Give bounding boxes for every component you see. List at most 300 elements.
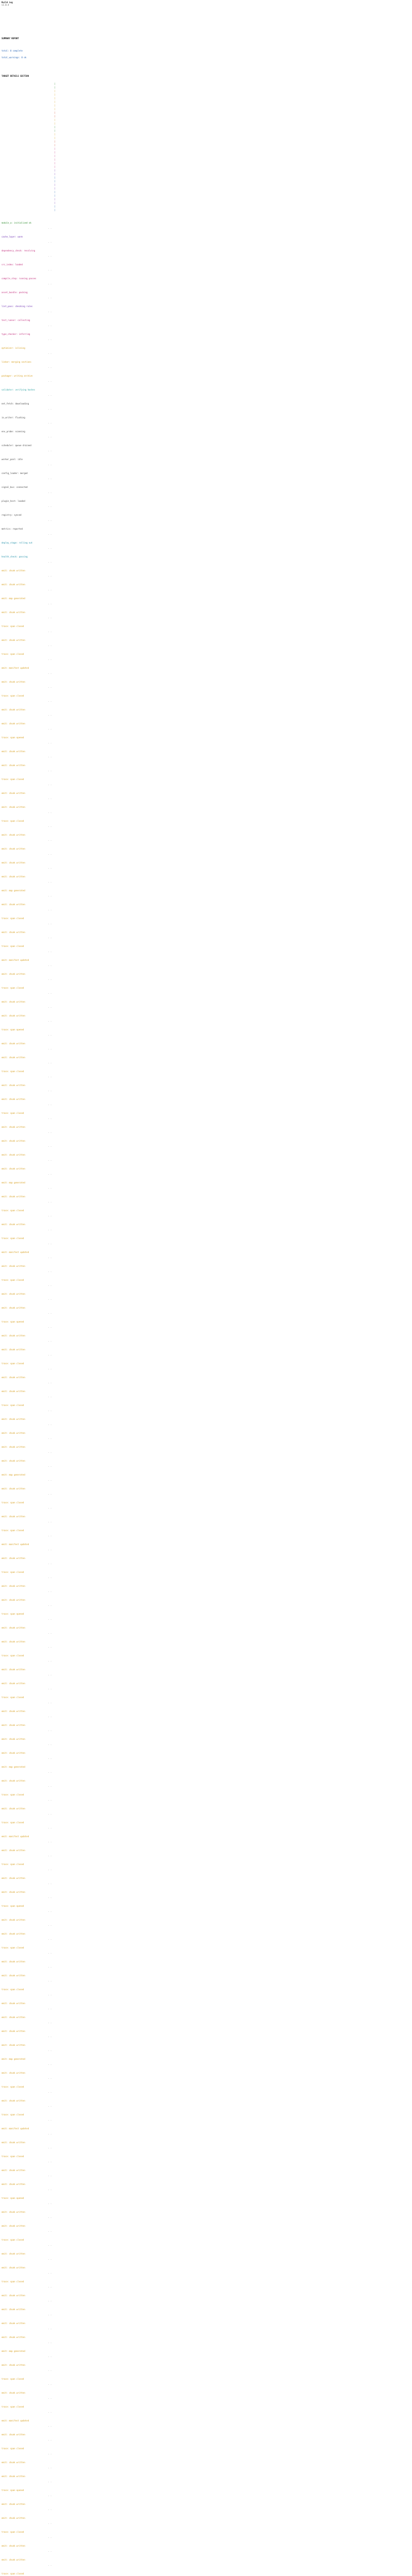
swatch-tick: | xyxy=(54,144,56,146)
log-entry-meta: . . xyxy=(48,2285,52,2288)
log-entry-label: scheduler: queue drained xyxy=(2,444,31,447)
log-entry-label: emit: chunk written xyxy=(2,875,25,878)
swatch-tick: | xyxy=(54,133,56,135)
log-entry-label: trace: span closed xyxy=(2,2239,24,2241)
log-entry-label: emit: chunk written xyxy=(2,1418,25,1420)
log-entry-meta: . . xyxy=(48,1993,52,1996)
log-entry-meta: . . xyxy=(48,630,52,633)
log-entry-meta: . . xyxy=(48,1576,52,1579)
log-entry-label: emit: chunk written xyxy=(2,1724,25,1726)
log-entry-label: net_fetch: downloading xyxy=(2,402,29,405)
log-entry-meta: . . xyxy=(48,1284,52,1286)
log-entry-meta: . . xyxy=(48,992,52,994)
log-entry-meta: . . xyxy=(48,1312,52,1314)
log-entry-meta: . . xyxy=(48,255,52,257)
log-entry-meta: . . xyxy=(48,1340,52,1342)
log-entry-label: emit: chunk written xyxy=(2,2364,25,2366)
swatch-tick: | xyxy=(54,155,56,157)
log-entry-meta: . . xyxy=(48,1868,52,1871)
log-entry-label: test_runner: collecting xyxy=(2,319,30,321)
log-entry-meta: . . xyxy=(48,1701,52,1704)
log-entry-meta: . . xyxy=(48,964,52,967)
swatch-tick: | xyxy=(54,90,56,92)
log-entry-label: trace: span opened xyxy=(2,1028,24,1031)
log-entry-meta: . . xyxy=(48,2119,52,2121)
log-entry-label: emit: chunk written xyxy=(2,2225,25,2227)
log-entry-meta: . . xyxy=(48,1145,52,1147)
log-entry-label: trace: span closed xyxy=(2,2086,24,2088)
log-entry-label: emit: chunk written xyxy=(2,2044,25,2046)
log-entry-meta: . . xyxy=(48,1896,52,1899)
log-entry-meta: . . xyxy=(48,2272,52,2274)
log-entry-label: emit: chunk written xyxy=(2,1877,25,1879)
log-entry-label: trace: span closed xyxy=(2,2113,24,2116)
log-entry-meta: . . xyxy=(48,2383,52,2385)
log-entry-meta: . . xyxy=(48,1409,52,1412)
log-entry-label: emit: chunk written xyxy=(2,792,25,794)
log-entry-meta: . . xyxy=(48,519,52,521)
log-entry-label: dependency_check: resolving xyxy=(2,249,36,252)
log-entry-label: type_checker: inferring xyxy=(2,333,30,335)
log-entry-label: emit: chunk written xyxy=(2,2183,25,2185)
log-entry-label: emit: chunk written xyxy=(2,2030,25,2032)
log-entry-meta: . . xyxy=(48,1771,52,1773)
log-entry-meta: . . xyxy=(48,1228,52,1231)
swatch-tick: | xyxy=(54,82,56,85)
log-entry-meta: . . xyxy=(48,547,52,549)
log-entry-label: config_loader: merged xyxy=(2,472,28,474)
summary-row: total_warnings: 0 ok xyxy=(2,56,27,59)
log-entry-label: emit: chunk written xyxy=(2,1807,25,1810)
log-entry-meta: . . xyxy=(48,769,52,772)
log-entry-meta: . . xyxy=(48,1910,52,1912)
log-entry-meta: . . xyxy=(48,2494,52,2497)
log-entry-meta: . . xyxy=(48,2258,52,2260)
log-entry-label: trace: span closed xyxy=(2,2280,24,2283)
log-entry-meta: . . xyxy=(48,1757,52,1759)
log-entry-meta: . . xyxy=(48,1395,52,1398)
log-entry-label: emit: chunk written xyxy=(2,1640,25,1643)
log-entry-label: emit: chunk written xyxy=(2,2016,25,2019)
swatch-tick: | xyxy=(54,93,56,96)
swatch-tick: | xyxy=(54,118,56,121)
swatch-tick: | xyxy=(54,137,56,139)
log-entry-label: trace: span closed xyxy=(2,2155,24,2158)
log-entry-label: emit: chunk written xyxy=(2,1001,25,1003)
swatch-tick: | xyxy=(54,100,56,103)
log-entry-meta: . . xyxy=(48,922,52,925)
log-entry-meta: . . xyxy=(48,894,52,897)
log-entry-label: trace: span closed xyxy=(2,653,24,655)
log-entry-meta: . . xyxy=(48,602,52,605)
log-entry-label: trace: span closed xyxy=(2,1362,24,1365)
log-entry-label: trace: span closed xyxy=(2,1112,24,1114)
log-entry-label: emit: chunk written xyxy=(2,1487,25,1490)
swatch-tick: | xyxy=(54,187,56,190)
log-entry-meta: . . xyxy=(48,1520,52,1523)
log-entry-label: trace: span closed xyxy=(2,778,24,781)
log-entry-label: emit: chunk written xyxy=(2,1446,25,1448)
log-entry-meta: . . xyxy=(48,1632,52,1634)
log-entry-label: trace: span closed xyxy=(2,1863,24,1866)
log-entry-label: emit: chunk written xyxy=(2,1167,25,1170)
log-entry-meta: . . xyxy=(48,1938,52,1940)
log-entry-meta: . . xyxy=(48,2299,52,2302)
log-entry-label: trace: span closed xyxy=(2,1654,24,1657)
log-entry-meta: . . xyxy=(48,2216,52,2218)
log-entry-meta: . . xyxy=(48,1687,52,1690)
log-entry-label: signal_bus: connected xyxy=(2,486,28,488)
log-entry-label: emit: chunk written xyxy=(2,1599,25,1601)
log-entry-label: packager: writing archive xyxy=(2,375,33,377)
log-entry-meta: . . xyxy=(48,672,52,674)
swatch-tick: | xyxy=(54,209,56,211)
log-entry-label: emit: chunk written xyxy=(2,861,25,864)
log-entry-label: trace: span closed xyxy=(2,1946,24,1949)
log-entry-meta: . . xyxy=(48,950,52,953)
log-entry-label: emit: chunk written xyxy=(2,1195,25,1198)
log-entry-meta: . . xyxy=(48,1854,52,1857)
log-entry-label: emit: chunk written xyxy=(2,903,25,906)
log-entry-label: emit: chunk written xyxy=(2,2169,25,2172)
log-entry-meta: . . xyxy=(48,2077,52,2079)
swatch-tick: | xyxy=(54,183,56,186)
log-entry-meta: . . xyxy=(48,1006,52,1008)
log-entry-meta: . . xyxy=(48,421,52,424)
log-entry-meta: . . xyxy=(48,1840,52,1843)
log-entry-meta: . . xyxy=(48,1020,52,1022)
log-entry-label: emit: chunk written xyxy=(2,1390,25,1393)
log-entry-meta: . . xyxy=(48,1952,52,1954)
doc-subtitle: v1.0.4 xyxy=(2,4,9,6)
log-entry-label: trace: span closed xyxy=(2,1696,24,1699)
log-entry-meta: . . xyxy=(48,435,52,438)
log-entry-meta: . . xyxy=(48,936,52,939)
log-entry-label: emit: chunk written xyxy=(2,806,25,808)
log-entry-meta: . . xyxy=(48,2327,52,2330)
log-entry-meta: . . xyxy=(48,352,52,354)
log-entry-meta: . . xyxy=(48,2522,52,2524)
log-entry-meta: . . xyxy=(48,2049,52,2052)
log-entry-meta: . . xyxy=(48,1061,52,1064)
swatch-tick: | xyxy=(54,147,56,150)
log-entry-label: trace: span closed xyxy=(2,2447,24,2450)
log-entry-label: emit: chunk written xyxy=(2,2517,25,2519)
log-entry-label: emit: chunk written xyxy=(2,1140,25,1142)
log-entry-meta: . . xyxy=(48,533,52,535)
log-entry-meta: . . xyxy=(48,2313,52,2316)
log-entry-label: emit: manifest updated xyxy=(2,2127,29,2130)
log-entry-meta: . . xyxy=(48,1381,52,1384)
summary-header: SUMMARY REPORT xyxy=(2,37,19,40)
log-entry-meta: . . xyxy=(48,449,52,452)
log-entry-label: emit: chunk written xyxy=(2,1265,25,1267)
log-entry-label: compile_step: running passes xyxy=(2,277,37,280)
log-entry-meta: . . xyxy=(48,1423,52,1426)
log-entry-label: emit: map generated xyxy=(2,2058,25,2060)
log-entry-meta: . . xyxy=(48,1604,52,1606)
log-entry-label: emit: chunk written xyxy=(2,1432,25,1434)
swatch-tick: | xyxy=(54,176,56,179)
log-entry-label: trace: span opened xyxy=(2,1320,24,1323)
log-entry-label: trace: span closed xyxy=(2,1821,24,1824)
log-entry-meta: . . xyxy=(48,811,52,814)
log-entry-label: emit: chunk written xyxy=(2,2545,25,2547)
log-entry-meta: . . xyxy=(48,714,52,716)
log-entry-meta: . . xyxy=(48,880,52,883)
log-entry-meta: . . xyxy=(48,1785,52,1787)
log-entry-label: trace: span closed xyxy=(2,625,24,628)
log-entry-label: emit: chunk written xyxy=(2,2002,25,2005)
log-entry-meta: . . xyxy=(48,2550,52,2552)
log-entry-meta: . . xyxy=(48,1479,52,1481)
log-entry-meta: . . xyxy=(48,2188,52,2191)
log-entry-meta: . . xyxy=(48,1437,52,1439)
log-entry-label: trace: span closed xyxy=(2,1237,24,1240)
log-entry-label: emit: manifest updated xyxy=(2,1835,29,1838)
swatch-tick: | xyxy=(54,111,56,114)
log-entry-label: emit: chunk written xyxy=(2,681,25,683)
log-entry-label: cache_layer: warm xyxy=(2,235,23,238)
log-entry-meta: . . xyxy=(48,394,52,396)
log-entry-label: emit: map generated xyxy=(2,1473,25,1476)
log-entry-label: emit: map generated xyxy=(2,1181,25,1184)
log-entry-label: emit: chunk written xyxy=(2,764,25,767)
log-entry-label: emit: chunk written xyxy=(2,2558,25,2561)
log-entry-label: emit: chunk written xyxy=(2,931,25,934)
log-entry-meta: . . xyxy=(48,2466,52,2469)
log-entry-label: emit: chunk written xyxy=(2,1557,25,1560)
log-entry-meta: . . xyxy=(48,867,52,869)
log-entry-label: emit: chunk written xyxy=(2,1223,25,1226)
log-entry-label: emit: chunk written xyxy=(2,611,25,614)
log-entry-label: trace: span opened xyxy=(2,1905,24,1907)
log-entry-label: emit: chunk written xyxy=(2,2308,25,2311)
log-entry-label: emit: chunk written xyxy=(2,1960,25,1963)
log-entry-meta: . . xyxy=(48,227,52,229)
log-entry-label: trace: span closed xyxy=(2,917,24,920)
log-entry-meta: . . xyxy=(48,1562,52,1565)
log-entry-meta: . . xyxy=(48,2438,52,2441)
swatch-tick: | xyxy=(54,194,56,197)
log-entry-label: emit: manifest updated xyxy=(2,667,29,669)
log-entry-meta: . . xyxy=(48,1799,52,1801)
log-entry-label: emit: chunk written xyxy=(2,722,25,725)
log-entry-label: trace: span closed xyxy=(2,2572,24,2575)
log-entry-meta: . . xyxy=(48,1506,52,1509)
log-entry-meta: . . xyxy=(48,1200,52,1203)
log-entry-meta: . . xyxy=(48,1659,52,1662)
log-entry-meta: . . xyxy=(48,2146,52,2149)
log-entry-meta: . . xyxy=(48,2063,52,2065)
swatch-tick: | xyxy=(54,86,56,89)
log-entry-label: emit: chunk written xyxy=(2,1334,25,1337)
log-entry-label: emit: chunk written xyxy=(2,1974,25,1977)
log-entry-meta: . . xyxy=(48,310,52,313)
log-entry-label: emit: chunk written xyxy=(2,2266,25,2269)
log-entry-label: trace: span closed xyxy=(2,1209,24,1212)
log-entry-meta: . . xyxy=(48,700,52,702)
swatch-tick: | xyxy=(54,140,56,143)
doc-title: Build Log xyxy=(2,1,13,4)
log-entry-label: emit: manifest updated xyxy=(2,959,29,961)
log-entry-meta: . . xyxy=(48,1131,52,1133)
log-entry-label: trace: span opened xyxy=(2,2489,24,2492)
log-entry-meta: . . xyxy=(48,1646,52,1648)
log-entry-meta: . . xyxy=(48,477,52,480)
log-entry-label: io_writer: flushing xyxy=(2,416,25,419)
log-entry-label: emit: chunk written xyxy=(2,2294,25,2297)
log-entry-meta: . . xyxy=(48,853,52,855)
log-entry-label: emit: chunk written xyxy=(2,1668,25,1671)
log-entry-meta: . . xyxy=(48,644,52,647)
log-entry-meta: . . xyxy=(48,588,52,591)
log-entry-meta: . . xyxy=(48,797,52,800)
log-entry-meta: . . xyxy=(48,2536,52,2538)
log-entry-label: emit: chunk written xyxy=(2,973,25,975)
log-entry-label: emit: chunk written xyxy=(2,1098,25,1100)
log-entry-label: emit: chunk written xyxy=(2,1307,25,1309)
swatch-tick: | xyxy=(54,151,56,154)
log-entry-meta: . . xyxy=(48,2452,52,2455)
log-entry-meta: . . xyxy=(48,2202,52,2205)
log-entry-label: emit: chunk written xyxy=(2,1780,25,1782)
log-entry-meta: . . xyxy=(48,2244,52,2246)
log-entry-meta: . . xyxy=(48,1534,52,1537)
log-entry-label: emit: chunk written xyxy=(2,750,25,753)
log-entry-meta: . . xyxy=(48,1242,52,1245)
swatch-tick: | xyxy=(54,104,56,107)
log-entry-meta: . . xyxy=(48,727,52,730)
log-entry-label: emit: map generated xyxy=(2,597,25,600)
log-entry-meta: . . xyxy=(48,408,52,410)
log-entry-meta: . . xyxy=(48,908,52,911)
log-entry-label: emit: chunk written xyxy=(2,1014,25,1017)
log-entry-label: emit: map generated xyxy=(2,2350,25,2352)
log-entry-label: trace: span closed xyxy=(2,1501,24,1504)
log-entry-label: emit: chunk written xyxy=(2,1626,25,1629)
log-entry-label: emit: chunk written xyxy=(2,1126,25,1128)
log-entry-label: trace: span closed xyxy=(2,2531,24,2533)
log-entry-label: emit: chunk written xyxy=(2,2322,25,2325)
log-entry-label: worker_pool: idle xyxy=(2,458,23,461)
log-entry-meta: . . xyxy=(48,978,52,980)
log-entry-label: src_index: loaded xyxy=(2,263,23,266)
log-entry-meta: . . xyxy=(48,755,52,758)
log-entry-label: emit: chunk written xyxy=(2,2141,25,2144)
log-entry-meta: . . xyxy=(48,1673,52,1676)
log-entry-meta: . . xyxy=(48,2341,52,2344)
log-entry-meta: . . xyxy=(48,2355,52,2358)
log-entry-label: emit: chunk written xyxy=(2,2392,25,2394)
log-entry-label: emit: chunk written xyxy=(2,2336,25,2338)
log-entry-label: trace: span closed xyxy=(2,945,24,947)
log-entry-label: trace: span closed xyxy=(2,2405,24,2408)
log-entry-meta: . . xyxy=(48,282,52,285)
log-entry-label: emit: chunk written xyxy=(2,1348,25,1351)
log-entry-meta: . . xyxy=(48,1214,52,1217)
log-entry-label: emit: chunk written xyxy=(2,2475,25,2478)
log-entry-meta: . . xyxy=(48,2091,52,2093)
swatch-tick: | xyxy=(54,162,56,164)
log-entry-meta: . . xyxy=(48,1173,52,1175)
swatch-tick: | xyxy=(54,115,56,117)
swatch-tick: | xyxy=(54,158,56,161)
log-entry-meta: . . xyxy=(48,2564,52,2566)
log-entry-label: trace: span opened xyxy=(2,2197,24,2199)
log-entry-label: trace: span closed xyxy=(2,1070,24,1073)
log-entry-meta: . . xyxy=(48,268,52,271)
log-entry-label: trace: span closed xyxy=(2,1404,24,1406)
log-entry-label: emit: manifest updated xyxy=(2,2419,29,2422)
log-entry-label: trace: span closed xyxy=(2,1988,24,1991)
log-entry-meta: . . xyxy=(48,1047,52,1050)
log-entry-meta: . . xyxy=(48,338,52,341)
log-entry-label: emit: chunk written xyxy=(2,2461,25,2464)
log-entry-meta: . . xyxy=(48,825,52,827)
swatch-tick: | xyxy=(54,126,56,128)
log-entry-label: trace: span closed xyxy=(2,1793,24,1796)
log-entry-meta: . . xyxy=(48,741,52,744)
log-entry-label: plugin_host: loaded xyxy=(2,500,25,502)
log-entry-meta: . . xyxy=(48,324,52,327)
log-entry-label: emit: chunk written xyxy=(2,1891,25,1893)
log-entry-meta: . . xyxy=(48,2007,52,2010)
swatch-tick: | xyxy=(54,198,56,200)
log-entry-meta: . . xyxy=(48,1618,52,1620)
log-entry-meta: . . xyxy=(48,616,52,619)
swatch-tick: | xyxy=(54,169,56,172)
log-entry-label: emit: chunk written xyxy=(2,848,25,850)
log-entry-meta: . . xyxy=(48,1103,52,1106)
log-entry-meta: . . xyxy=(48,1353,52,1356)
swatch-tick: | xyxy=(54,180,56,182)
log-entry-label: emit: chunk written xyxy=(2,708,25,711)
log-entry-meta: . . xyxy=(48,380,52,382)
swatch-tick: | xyxy=(54,108,56,110)
swatch-tick: | xyxy=(54,191,56,193)
log-entry-label: emit: chunk written xyxy=(2,2072,25,2074)
log-entry-meta: . . xyxy=(48,1715,52,1718)
log-entry-label: health_check: passing xyxy=(2,555,28,558)
log-entry-label: emit: chunk written xyxy=(2,583,25,586)
log-entry-meta: . . xyxy=(48,1256,52,1259)
log-entry-label: trace: span opened xyxy=(2,1613,24,1615)
log-entry-meta: . . xyxy=(48,2508,52,2511)
log-entry-label: emit: chunk written xyxy=(2,1682,25,1685)
log-entry-label: emit: chunk written xyxy=(2,1084,25,1087)
log-entry-meta: . . xyxy=(48,2411,52,2413)
log-entry-meta: . . xyxy=(48,2174,52,2177)
log-entry-label: emit: chunk written xyxy=(2,2099,25,2102)
log-entry-label: env_probe: scanning xyxy=(2,430,25,433)
log-entry-meta: . . xyxy=(48,1465,52,1467)
log-entry-meta: . . xyxy=(48,1033,52,1036)
log-entry-meta: . . xyxy=(48,2105,52,2107)
log-entry-label: emit: manifest updated xyxy=(2,1251,29,1253)
log-entry-label: metrics: reported xyxy=(2,528,23,530)
log-entry-label: emit: chunk written xyxy=(2,1738,25,1740)
log-entry-label: emit: map generated xyxy=(2,889,25,892)
log-entry-meta: . . xyxy=(48,1924,52,1926)
log-entry-meta: . . xyxy=(48,2230,52,2232)
log-entry-meta: . . xyxy=(48,1979,52,1982)
swatch-tick: | xyxy=(54,129,56,132)
log-entry-meta: . . xyxy=(48,574,52,577)
log-entry-meta: . . xyxy=(48,783,52,786)
log-entry-label: trace: span opened xyxy=(2,736,24,739)
log-entry-label: trace: span closed xyxy=(2,2378,24,2380)
